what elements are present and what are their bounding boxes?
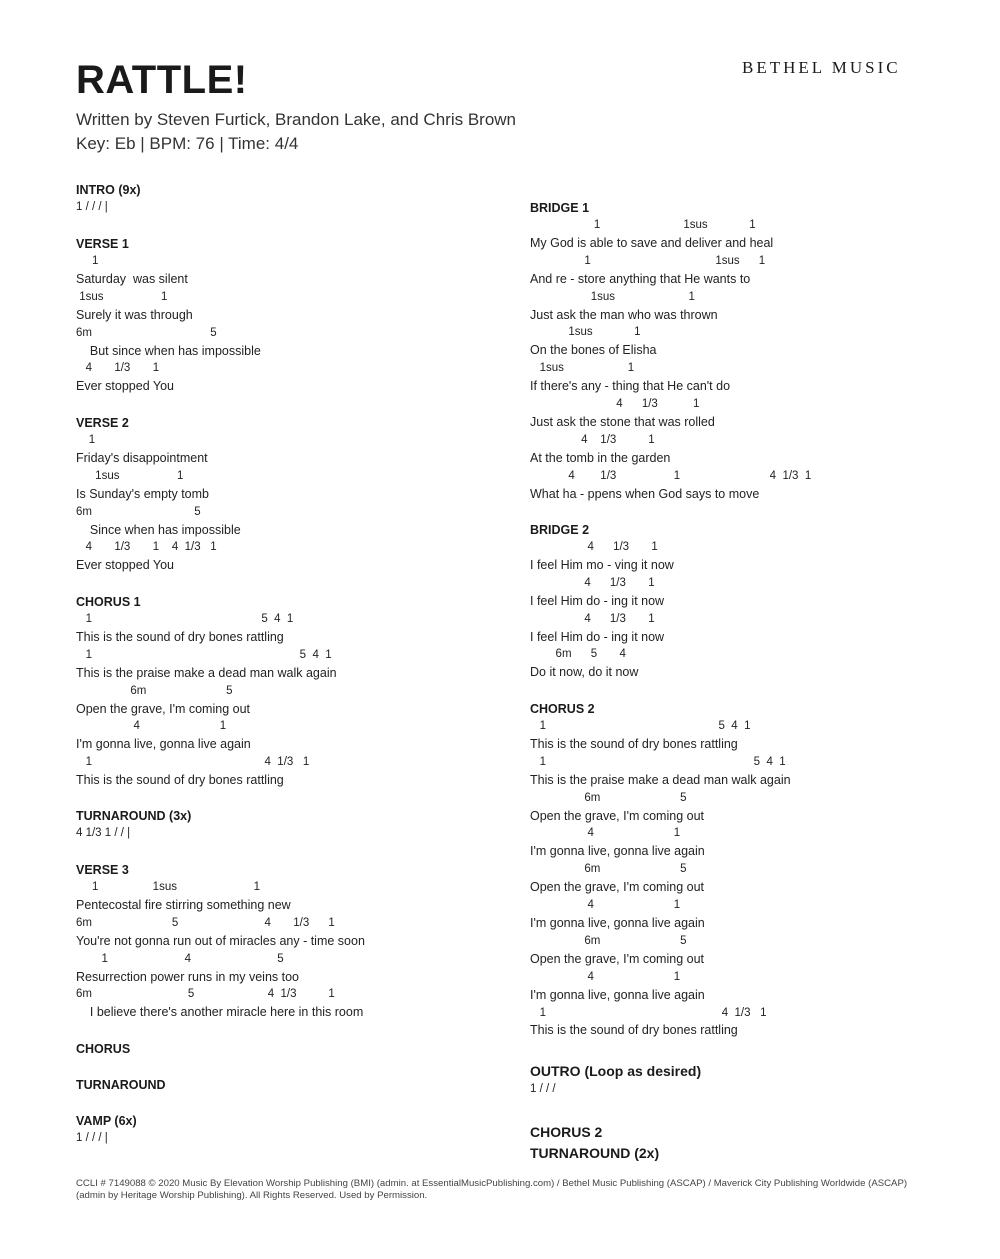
song-section xyxy=(530,199,950,504)
chord-line: 4 1/3 1 xyxy=(530,541,658,553)
chord-line: 1 xyxy=(76,255,99,267)
lyric-line: My God is able to save and deliver and heal xyxy=(530,235,774,250)
chord-line: 1 1sus 1 xyxy=(530,254,766,267)
chord-line: 4 1 xyxy=(530,970,681,983)
song-section xyxy=(76,593,496,790)
chord-line: 4 1/3 1 4 1/3 1 xyxy=(76,541,217,554)
lyric-line: I feel Him do - ing it now xyxy=(530,629,665,644)
chord-line: 4 1/3 1 xyxy=(530,612,655,625)
song-section xyxy=(76,1076,496,1094)
chord-line: 4 1/3 1 / / | xyxy=(76,827,131,839)
lyric-line: I'm gonna live, gonna live again xyxy=(530,987,705,1002)
song-section xyxy=(76,861,496,1022)
lyric-line: This is the praise make a dead man walk again xyxy=(76,665,337,680)
lyric-line: This is the praise make a dead man walk again xyxy=(530,772,791,787)
chord-line: 6m 5 4 1/3 1 xyxy=(76,916,335,929)
lyric-line: This is the sound of dry bones rattling xyxy=(76,773,284,788)
chord-line: 4 1 xyxy=(76,720,227,733)
lyric-line: At the tomb in the garden xyxy=(530,450,671,465)
chord-line: 4 1/3 1 xyxy=(530,398,700,411)
song-section xyxy=(76,1040,496,1058)
chord-line: 1sus 1 xyxy=(530,326,641,339)
section-heading: TURNAROUND (2x) xyxy=(530,1145,660,1161)
lyric-line: On the bones of Elisha xyxy=(530,343,657,358)
lyric-line: I'm gonna live, gonna live again xyxy=(530,844,705,859)
brand-logo: BETHEL MUSIC xyxy=(742,58,901,77)
chord-line: 4 1/3 1 xyxy=(76,362,160,375)
lyric-line: If there's any - thing that He can't do xyxy=(530,379,731,394)
chord-line: 1sus 1 xyxy=(530,362,635,375)
chord-line: 1 xyxy=(76,434,96,446)
lyric-line: Open the grave, I'm coming out xyxy=(530,880,705,895)
chord-line: 1 / / / | xyxy=(76,1132,108,1144)
chord-line: 4 1 xyxy=(530,899,681,912)
lyric-line: Friday's disappointment xyxy=(76,450,208,465)
song-section xyxy=(76,807,496,843)
section-heading: VERSE 1 xyxy=(76,237,129,251)
lyric-line: You're not gonna run out of miracles any - time soon xyxy=(76,933,365,948)
lyric-line: This is the sound of dry bones rattling xyxy=(76,629,284,644)
chord-line: 6m 5 4 xyxy=(530,648,626,661)
section-heading: VAMP (6x) xyxy=(76,1114,137,1128)
lyric-line: I'm gonna live, gonna live again xyxy=(76,737,251,752)
chord-line: 4 1 xyxy=(530,827,681,840)
section-heading: BRIDGE 2 xyxy=(530,523,590,537)
lyric-line: Since when has impossible xyxy=(76,522,241,537)
song-section xyxy=(76,235,496,396)
chord-line: 4 1/3 1 xyxy=(530,433,655,446)
lyric-line: Do it now, do it now xyxy=(530,665,639,680)
section-heading: VERSE 3 xyxy=(76,863,129,877)
section-heading: CHORUS xyxy=(76,1042,131,1056)
section-heading: BRIDGE 1 xyxy=(530,201,590,215)
chord-line: 1sus 1 xyxy=(530,290,695,303)
chord-line: 6m 5 xyxy=(530,791,687,804)
chord-line: 4 1/3 1 4 1/3 1 xyxy=(530,469,812,482)
chord-line: 1 5 4 1 xyxy=(530,755,786,768)
lyric-line: I'm gonna live, gonna live again xyxy=(530,915,705,930)
song-section xyxy=(76,414,496,575)
copyright-footer: CCLI # 7149088 © 2020 Music By Elevation Worship Publishing (BMI) (admin. at EssentialMusicPublishing.com) / Bethel Music Publishing (ASCAP) / Maverick City Publishing Worldwide (ASCAP) (admin by Heritage Worship Publishing). All Rights Reserved. Used by Permission. xyxy=(76,1178,908,1201)
lyric-line: Open the grave, I'm coming out xyxy=(76,701,251,716)
lyric-line: Just ask the stone that was rolled xyxy=(530,414,715,429)
section-heading: INTRO (9x) xyxy=(76,183,141,197)
chord-line: 1 / / / xyxy=(530,1083,556,1095)
section-heading: OUTRO (Loop as desired) xyxy=(530,1063,702,1079)
lyric-line: But since when has impossible xyxy=(76,343,261,358)
chord-line: 6m 5 4 1/3 1 xyxy=(76,988,335,1001)
section-heading: TURNAROUND (3x) xyxy=(76,809,192,823)
chord-line: 6m 5 xyxy=(76,326,217,339)
key-bpm-time-line: Key: Eb | BPM: 76 | Time: 4/4 xyxy=(76,134,299,153)
lyric-line: Just ask the man who was thrown xyxy=(530,307,718,322)
lyric-line: I believe there's another miracle here in this room xyxy=(76,1005,364,1020)
chord-line: 1 4 1/3 1 xyxy=(530,1006,767,1019)
chord-line: 6m 5 xyxy=(530,863,687,876)
song-section xyxy=(530,700,950,1040)
chord-line: 4 1/3 1 xyxy=(530,576,655,589)
lyric-line: I feel Him mo - ving it now xyxy=(530,557,674,572)
lyric-line: What ha - ppens when God says to move xyxy=(530,486,760,501)
chord-line: 6m 5 xyxy=(76,684,233,697)
song-section xyxy=(530,1143,950,1163)
song-section xyxy=(76,1112,496,1148)
chord-line: 1 4 5 xyxy=(76,952,284,965)
chord-line: 1 5 4 1 xyxy=(530,720,751,732)
song-section xyxy=(530,1061,950,1099)
lyric-line: This is the sound of dry bones rattling xyxy=(530,736,738,751)
chord-line: 1 / / / | xyxy=(76,201,108,213)
lyric-line: Ever stopped You xyxy=(76,558,174,573)
lyric-line: Is Sunday's empty tomb xyxy=(76,486,210,501)
chord-line: 1sus 1 xyxy=(76,469,184,482)
lyric-line: Ever stopped You xyxy=(76,379,174,394)
chord-line: 1 4 1/3 1 xyxy=(76,756,310,769)
lyric-line: Surely it was through xyxy=(76,307,193,322)
section-heading: CHORUS 1 xyxy=(76,595,141,609)
lyric-line: And re - store anything that He wants to xyxy=(530,271,751,286)
lyric-line: Pentecostal fire stirring something new xyxy=(76,897,291,912)
lyric-line: I feel Him do - ing it now xyxy=(530,593,665,608)
section-heading: CHORUS 2 xyxy=(530,1124,603,1140)
lyric-line: Resurrection power runs in my veins too xyxy=(76,969,300,984)
chord-line: 1 5 4 1 xyxy=(76,648,332,661)
lyric-line: Saturday was silent xyxy=(76,271,188,286)
chord-line: 1sus 1 xyxy=(76,290,168,303)
chord-line: 1 1sus 1 xyxy=(76,881,261,893)
song-title: RATTLE! xyxy=(76,58,248,102)
section-heading: CHORUS 2 xyxy=(530,702,595,716)
lyric-line: This is the sound of dry bones rattling xyxy=(530,1023,738,1038)
section-heading: VERSE 2 xyxy=(76,416,129,430)
chord-line: 6m 5 xyxy=(530,934,687,947)
writers-line: Written by Steven Furtick, Brandon Lake, and Chris Brown xyxy=(76,110,516,129)
chord-line: 6m 5 xyxy=(76,505,201,518)
section-heading: TURNAROUND xyxy=(76,1078,166,1092)
song-section xyxy=(530,521,950,682)
lyric-line: Open the grave, I'm coming out xyxy=(530,808,705,823)
chord-line: 1 5 4 1 xyxy=(76,613,294,625)
song-section xyxy=(76,181,496,217)
song-section xyxy=(530,1122,950,1142)
lyric-line: Open the grave, I'm coming out xyxy=(530,951,705,966)
chord-line: 1 1sus 1 xyxy=(530,219,756,231)
